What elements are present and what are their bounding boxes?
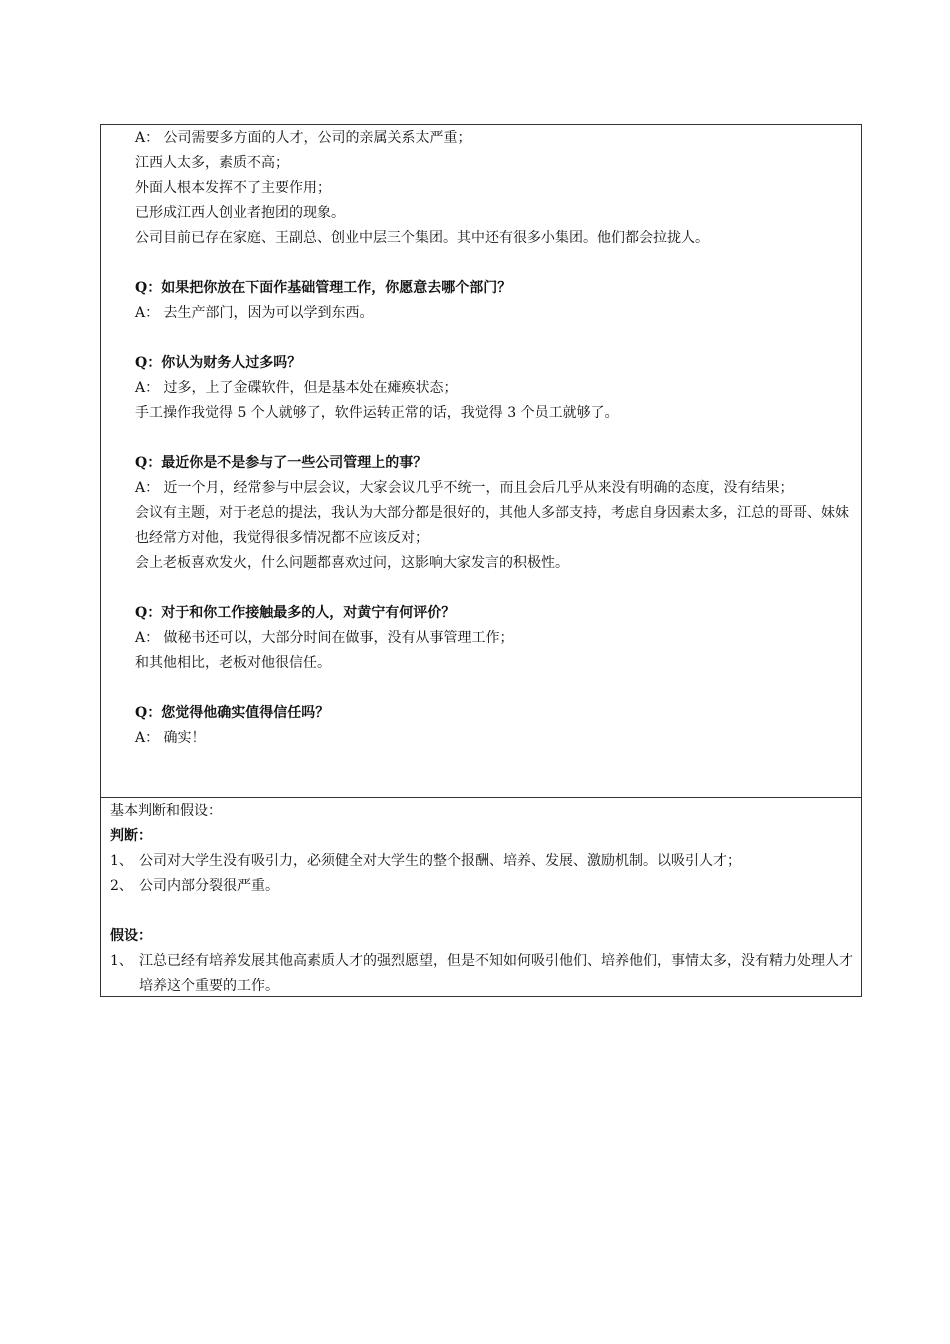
- judgment-item: [110, 849, 853, 874]
- interview-section: [100, 124, 862, 798]
- answer-line: A： 过多，上了金碟软件，但是基本处在瘫痪状态；: [135, 380, 458, 396]
- answer-line: 会上老板喜欢发火，什么问题都喜欢过问，这影响大家发言的积极性。: [135, 555, 569, 571]
- question-line: Q：你认为财务人过多吗？: [135, 355, 302, 371]
- interview-content: [135, 126, 853, 751]
- judgment-label: 判断：: [110, 828, 152, 844]
- item-text: 公司对大学生没有吸引力，必须健全对大学生的整个报酬、培养、发展、激励机制。以吸引人才；: [139, 853, 741, 869]
- item-text: 江总已经有培养发展其他高素质人才的强烈愿望，但是不知如何吸引他们、培养他们，事情太多，没有精力处理人才培养这个重要的工作。: [139, 953, 853, 994]
- section-heading: 基本判断和假设：: [110, 803, 222, 819]
- item-text: 公司内部分裂很严重。: [139, 878, 279, 894]
- question-line: Q：您觉得他确实值得信任吗？: [135, 705, 330, 721]
- answer-line: A： 近一个月，经常参与中层会议，大家会议几乎不统一，而且会后几乎从来没有明确的态度，没有结果；: [135, 480, 794, 496]
- question-line: Q：对于和你工作接触最多的人，对黄宁有何评价？: [135, 605, 456, 621]
- answer-line: 外面人根本发挥不了主要作用；: [135, 180, 331, 196]
- answer-line: 已形成江西人创业者抱团的现象。: [135, 205, 345, 221]
- answer-line: A： 去生产部门，因为可以学到东西。: [135, 305, 374, 321]
- question-line: Q：最近你是不是参与了一些公司管理上的事？: [135, 455, 428, 471]
- item-number: 2、: [110, 878, 133, 894]
- answer-line: A： 做秘书还可以，大部分时间在做事，没有从事管理工作；: [135, 630, 514, 646]
- assumption-item: [110, 949, 853, 999]
- answer-line: 江西人太多，素质不高；: [135, 155, 289, 171]
- judgment-item: [110, 874, 853, 899]
- item-number: 1、: [110, 953, 133, 969]
- answer-line: 会议有主题，对于老总的提法，我认为大部分都是很好的，其他人多部支持，考虑自身因素太多，江总的哥哥、妹妹也经常方对他，我觉得很多情况都不应该反对；: [135, 505, 849, 546]
- answer-line: 手工操作我觉得 5 个人就够了，软件运转正常的话，我觉得 3 个员工就够了。: [135, 405, 619, 421]
- answer-line: 和其他相比，老板对他很信任。: [135, 655, 331, 671]
- answer-line: A： 确实！: [135, 730, 206, 746]
- question-line: Q：如果把你放在下面作基础管理工作，你愿意去哪个部门？: [135, 280, 512, 296]
- judgment-content: [110, 799, 853, 999]
- assumption-label: 假设：: [110, 928, 152, 944]
- answer-line: 公司目前已存在家庭、王副总、创业中层三个集团。其中还有很多小集团。他们都会拉拢人。: [135, 230, 709, 246]
- item-number: 1、: [110, 853, 133, 869]
- judgment-section: [100, 797, 862, 997]
- answer-line: A： 公司需要多方面的人才，公司的亲属关系太严重；: [135, 130, 472, 146]
